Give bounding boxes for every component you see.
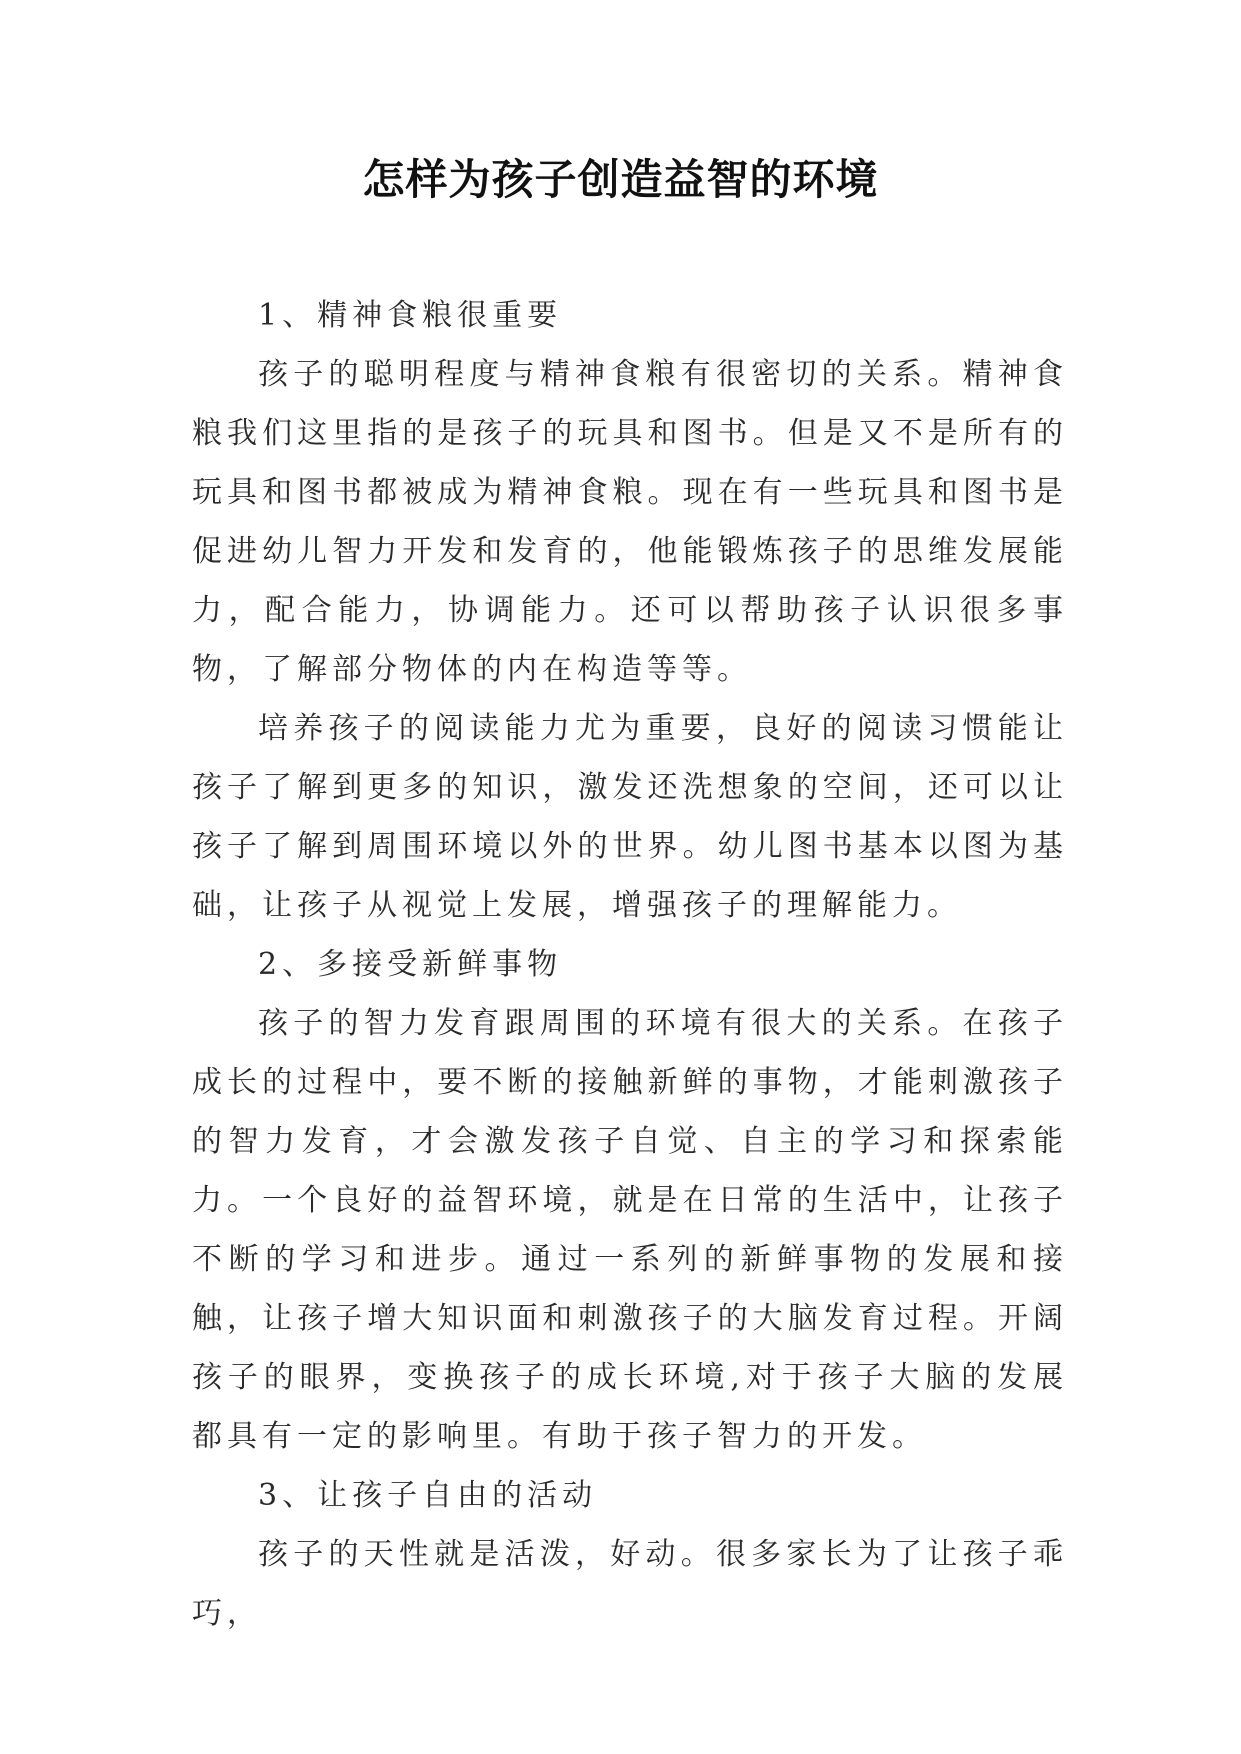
paragraph-3: 孩子的智力发育跟周围的环境有很大的关系。在孩子成长的过程中，要不断的接触新鲜的事物，才能刺激孩子的智力发育，才会激发孩子自觉、自主的学习和探索能力。一个良好的益智环境，就是在日常的生活中，让孩子不断的学习和进步。通过一系列的新鲜事物的发展和接触，让孩子增大知识面和刺激孩子的大脑发育过程。开阔孩子的眼界，变换孩子的成长环境,对于孩子大脑的发展都具有一定的影响里。有助于孩子智力的开发。 xyxy=(192,1006,1068,1454)
document-body xyxy=(192,286,1068,1643)
document-title: 怎样为孩子创造益智的环境 xyxy=(362,155,879,204)
paragraph-1: 孩子的聪明程度与精神食粮有很密切的关系。精神食粮我们这里指的是孩子的玩具和图书。但是又不是所有的玩具和图书都被成为精神食粮。现在有一些玩具和图书是促进幼儿智力开发和发育的，他能锻炼孩子的思维发展能力，配合能力，协调能力。还可以帮助孩子认识很多事物，了解部分物体的内在构造等等。 xyxy=(192,357,1068,687)
paragraph-4: 孩子的天性就是活泼，好动。很多家长为了让孩子乖巧， xyxy=(192,1537,1068,1631)
section-heading-2: 2、多接受新鲜事物 xyxy=(258,947,563,982)
section-heading-3: 3、让孩子自由的活动 xyxy=(258,1478,598,1513)
section-heading-1: 1、精神食粮很重要 xyxy=(258,298,563,333)
paragraph-2: 培养孩子的阅读能力尤为重要，良好的阅读习惯能让孩子了解到更多的知识，激发还洗想象的空间，还可以让孩子了解到周围环境以外的世界。幼儿图书基本以图为基础，让孩子从视觉上发展，增强孩子的理解能力。 xyxy=(192,711,1068,923)
